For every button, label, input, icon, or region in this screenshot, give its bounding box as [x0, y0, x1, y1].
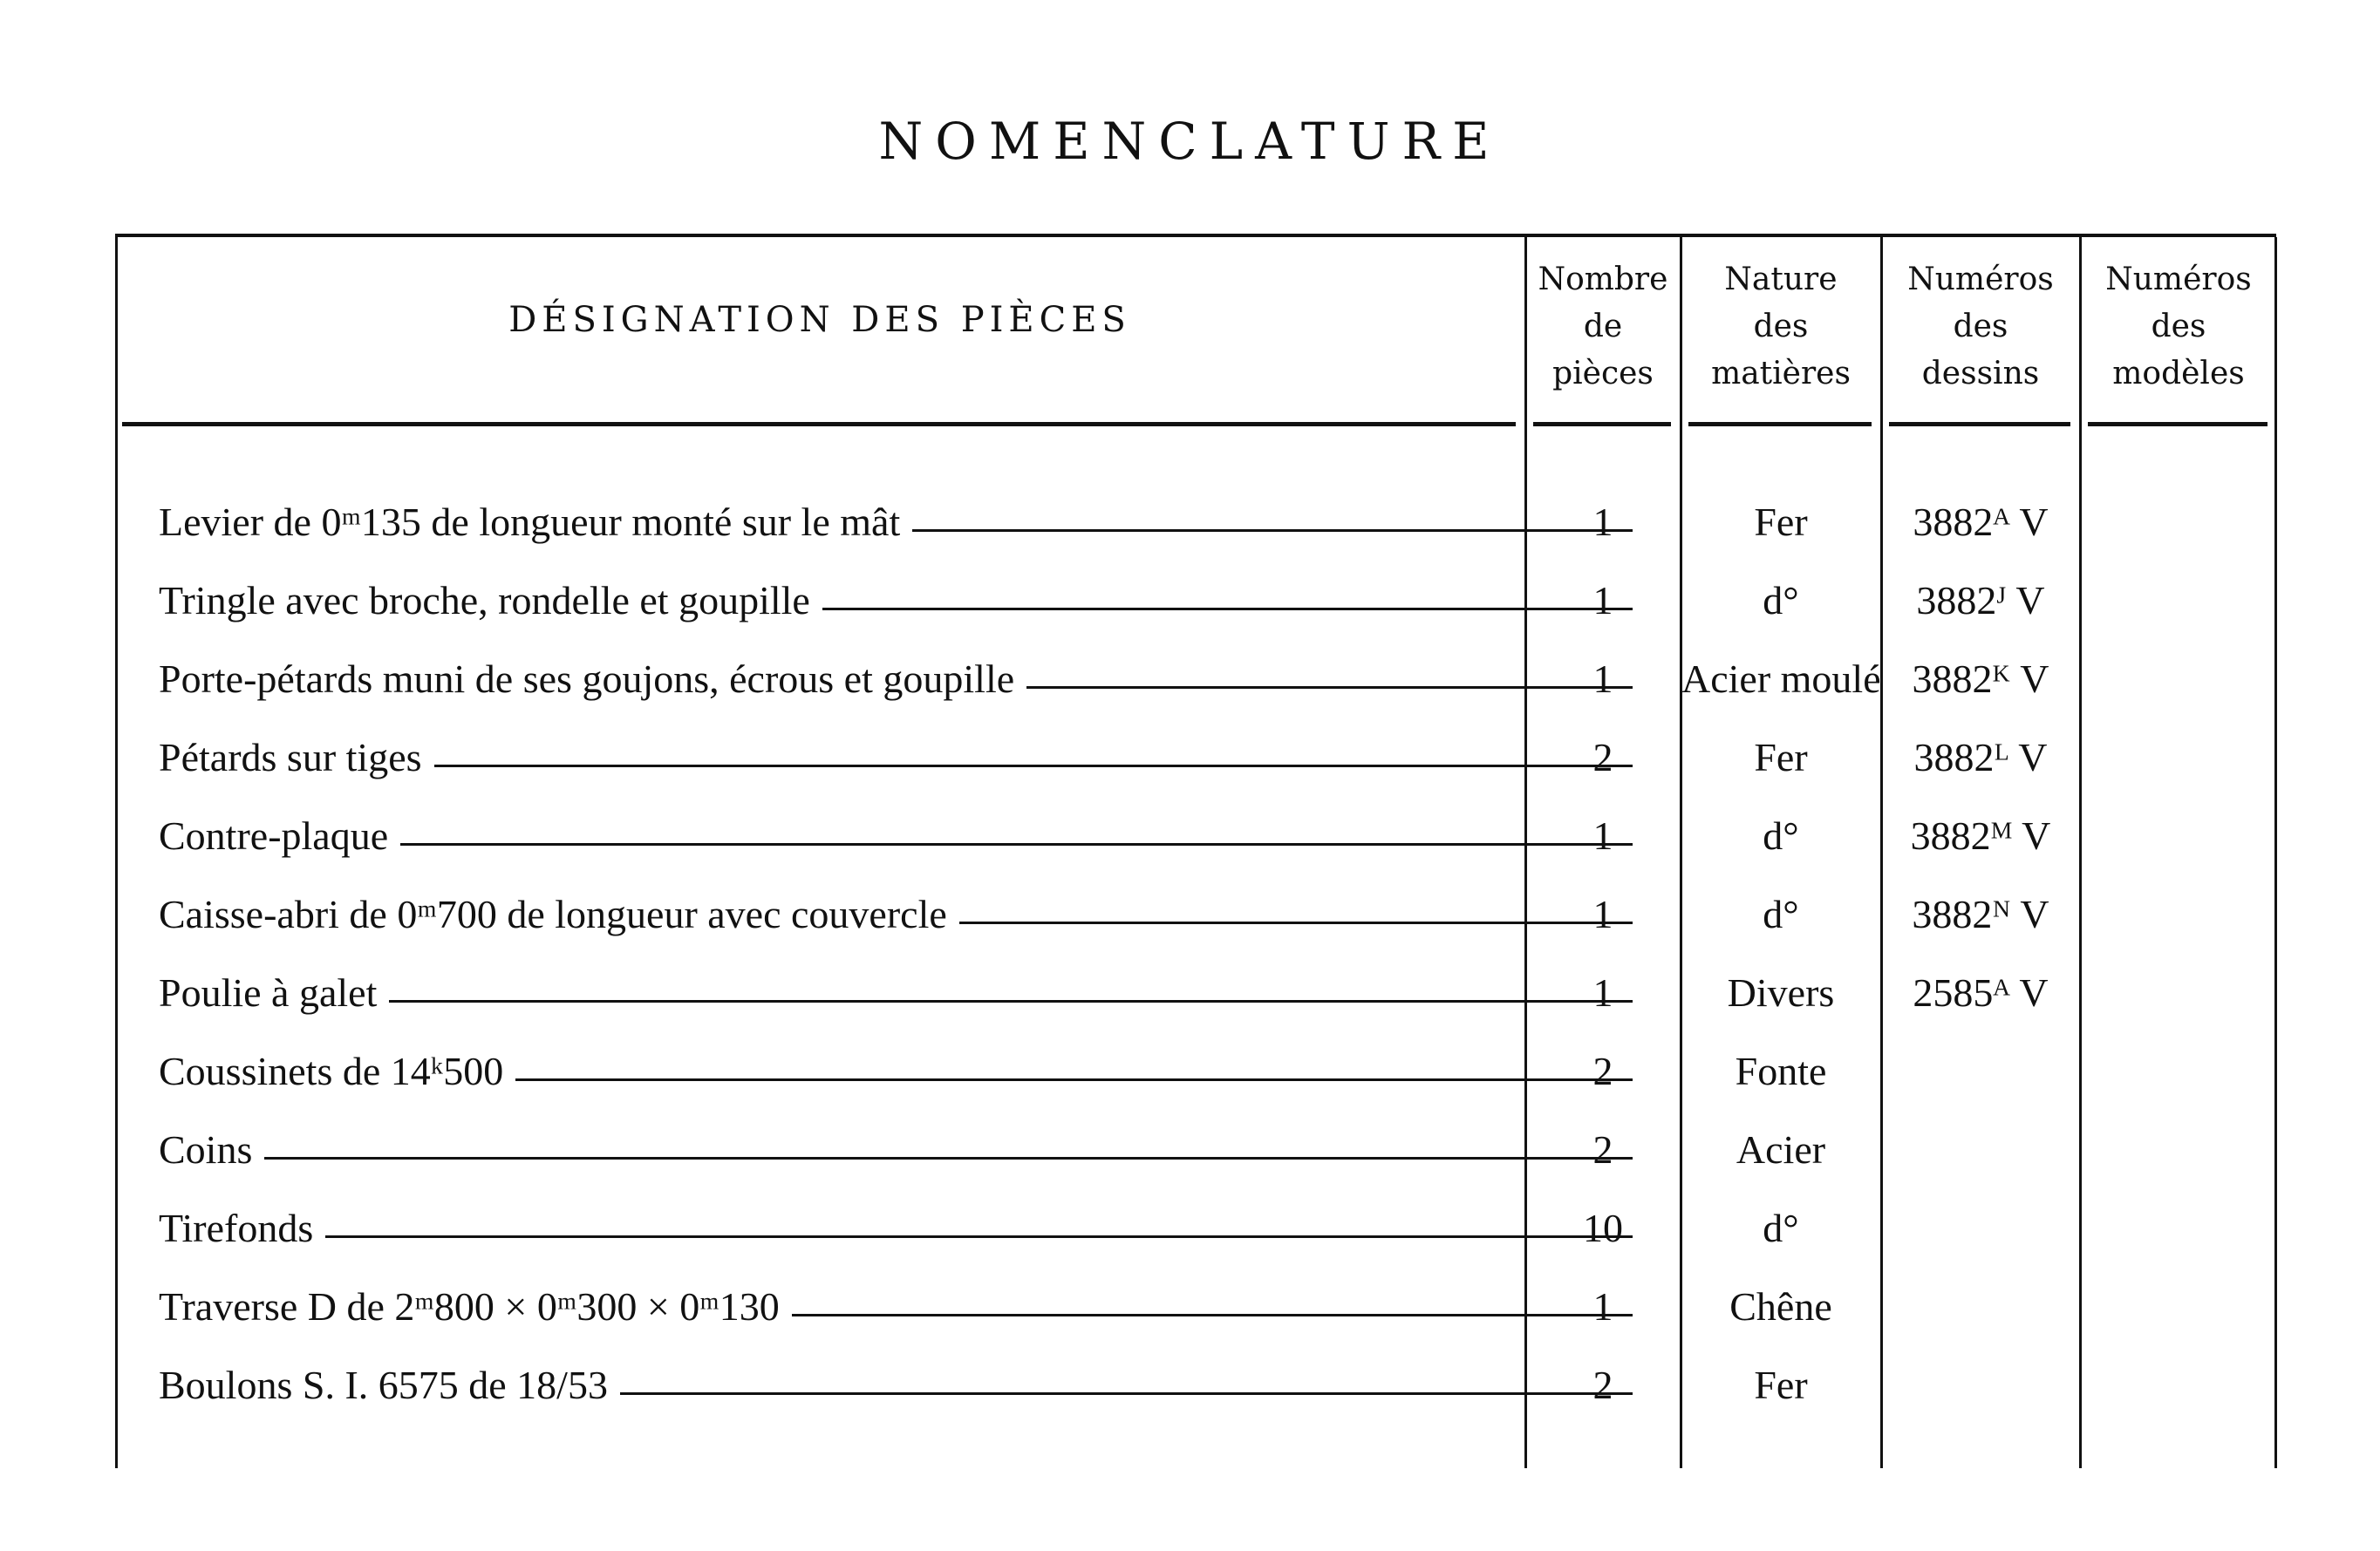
designation-text: Coussinets de 14ᵏ500	[159, 1049, 504, 1093]
header-line: pièces	[1552, 356, 1654, 391]
header-line: Numéros	[2105, 262, 2252, 297]
designation-text: Coins	[159, 1127, 253, 1172]
header-line: de	[1583, 309, 1623, 344]
row-drawing-number: 3882ᴶ V	[1916, 578, 2045, 622]
row-quantity: 1	[1592, 656, 1613, 701]
designation-text: Levier de 0ᵐ135 de longueur monté sur le mât	[159, 500, 901, 544]
nomenclature-table	[115, 234, 2276, 1468]
row-designation	[159, 1362, 1633, 1408]
row-designation	[159, 499, 1633, 545]
header-designation: DÉSIGNATION DES PIÈCES	[508, 300, 1131, 340]
table-row	[115, 1048, 2276, 1126]
row-material: Fonte	[1735, 1049, 1827, 1093]
designation-text: Traverse D de 2ᵐ800 × 0ᵐ300 × 0ᵐ130	[159, 1284, 780, 1329]
row-designation	[159, 1126, 1633, 1173]
leader-line	[434, 765, 1633, 767]
row-quantity: 1	[1592, 970, 1613, 1015]
row-designation	[159, 1048, 1633, 1094]
row-drawing-number: 3882ᴸ V	[1913, 735, 2048, 779]
row-designation	[159, 734, 1633, 780]
table-row	[115, 1205, 2276, 1283]
leader-line	[620, 1392, 1633, 1395]
row-quantity: 2	[1592, 1049, 1613, 1093]
designation-text: Poulie à galet	[159, 970, 378, 1015]
table-row	[115, 499, 2276, 577]
row-material: Fer	[1754, 735, 1808, 779]
designation-text: Boulons S. I. 6575 de 18/53	[159, 1363, 608, 1407]
row-quantity: 1	[1592, 813, 1613, 858]
header-material	[1681, 256, 1880, 398]
row-designation	[159, 1205, 1633, 1251]
row-quantity: 2	[1592, 1127, 1613, 1172]
designation-text: Tirefonds	[159, 1206, 314, 1250]
row-drawing-number: 3882ᴷ V	[1912, 656, 2049, 701]
row-material: Fer	[1754, 1363, 1808, 1407]
table-row	[115, 656, 2276, 734]
leader-line	[912, 529, 1633, 532]
header-line: des	[1753, 309, 1809, 344]
leader-line	[515, 1078, 1633, 1081]
table-row	[115, 577, 2276, 656]
leader-line	[389, 1000, 1633, 1003]
row-designation	[159, 969, 1633, 1016]
header-line: Nature	[1724, 262, 1838, 297]
row-designation	[159, 813, 1633, 859]
leader-line	[792, 1314, 1633, 1316]
designation-text: Porte-pétards muni de ses goujons, écrous et goupille	[159, 656, 1015, 701]
row-material: d°	[1763, 813, 1799, 858]
header-rule	[1533, 422, 1671, 426]
row-designation	[159, 1283, 1633, 1330]
table-row	[115, 891, 2276, 969]
header-rule	[1889, 422, 2070, 426]
header-rule	[1688, 422, 1872, 426]
row-drawing-number: 2585ᴬ V	[1913, 970, 2049, 1015]
row-quantity: 1	[1592, 1284, 1613, 1329]
row-designation	[159, 656, 1633, 702]
table-row	[115, 969, 2276, 1048]
header-line: modèles	[2112, 356, 2245, 391]
row-material: d°	[1763, 1206, 1799, 1250]
header-line: dessins	[1921, 356, 2040, 391]
row-material: Acier moulé	[1681, 656, 1881, 701]
row-drawing-number: 3882ᴬ V	[1913, 500, 2049, 544]
row-material: d°	[1763, 892, 1799, 936]
table-row	[115, 813, 2276, 891]
leader-line	[264, 1157, 1633, 1160]
row-quantity: 2	[1592, 1363, 1613, 1407]
row-designation	[159, 577, 1633, 623]
designation-text: Contre-plaque	[159, 813, 389, 858]
row-material: Divers	[1727, 970, 1835, 1015]
table-row	[115, 1283, 2276, 1362]
row-quantity: 1	[1592, 892, 1613, 936]
header-line: des	[2151, 309, 2206, 344]
row-quantity: 10	[1583, 1206, 1623, 1250]
table-row	[115, 1362, 2276, 1440]
row-quantity: 1	[1592, 500, 1613, 544]
header-line: Numéros	[1907, 262, 2054, 297]
page-title: NOMENCLATURE	[878, 112, 1502, 171]
leader-line	[325, 1235, 1633, 1238]
row-quantity: 1	[1592, 578, 1613, 622]
designation-text: Tringle avec broche, rondelle et goupille	[159, 578, 810, 622]
header-quantity	[1526, 256, 1680, 398]
header-rule	[122, 422, 1516, 426]
leader-line	[400, 843, 1633, 846]
header-rule	[2088, 422, 2267, 426]
row-material: Chêne	[1729, 1284, 1832, 1329]
table-row	[115, 734, 2276, 813]
header-line: Nombre	[1538, 262, 1668, 297]
header-line: matières	[1711, 356, 1851, 391]
row-drawing-number: 3882ᴺ V	[1912, 892, 2049, 936]
row-material: Acier	[1736, 1127, 1826, 1172]
row-drawing-number: 3882ᴹ V	[1910, 813, 2051, 858]
header-model	[2081, 256, 2276, 398]
row-material: d°	[1763, 578, 1799, 622]
designation-text: Caisse-abri de 0ᵐ700 de longueur avec couvercle	[159, 892, 947, 936]
header-line: des	[1953, 309, 2008, 344]
table-row	[115, 1126, 2276, 1205]
designation-text: Pétards sur tiges	[159, 735, 422, 779]
header-drawing	[1882, 256, 2079, 398]
row-quantity: 2	[1592, 735, 1613, 779]
row-designation	[159, 891, 1633, 937]
row-material: Fer	[1754, 500, 1808, 544]
leader-line	[822, 608, 1633, 610]
